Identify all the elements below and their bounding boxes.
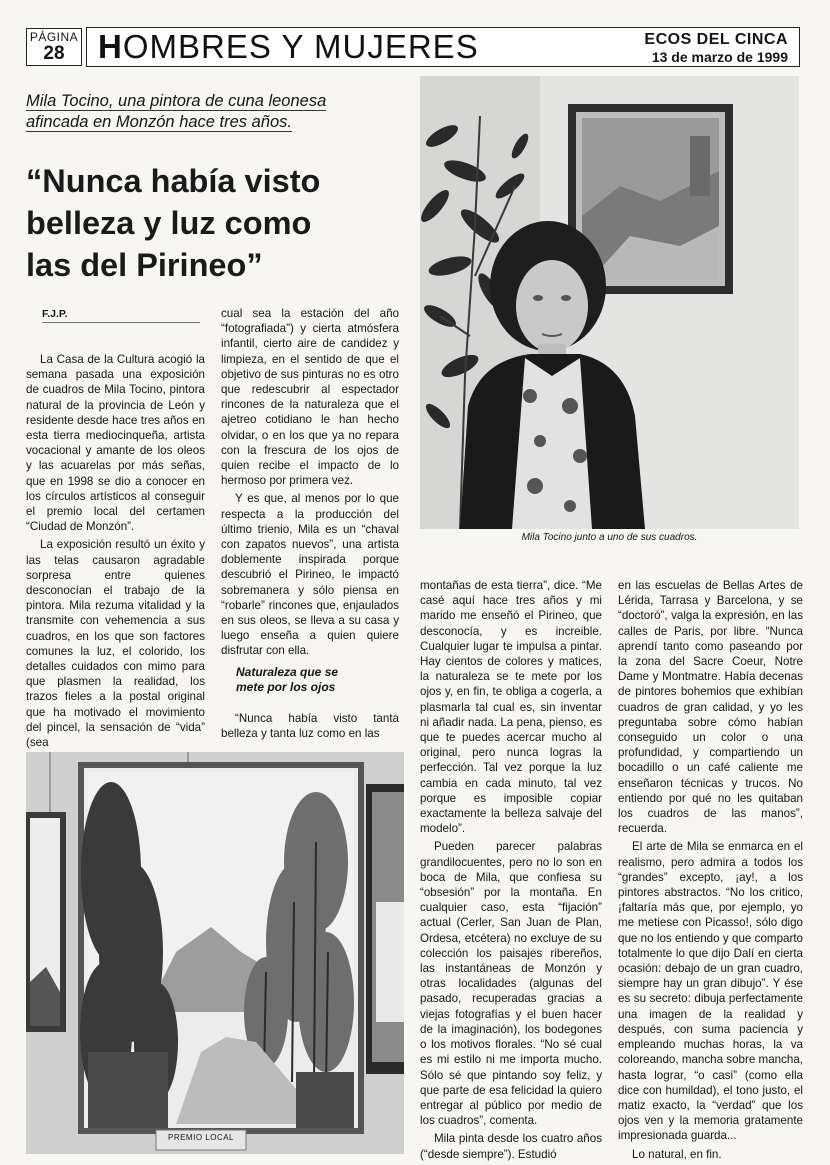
- headline-line-3: las del Pirineo”: [26, 247, 263, 283]
- painter-portrait-photo: [420, 76, 799, 529]
- paragraph: Pueden parecer palabras grandilocuentes, pero no lo son en boca de Mila, que confiesa su “obsesión” por la montaña. En cualquier caso, esta “fijación” actual (Cerler, San Juan de Plan, Ordesa, etcétera) no excluye de su colección los paisajes ribereños, las instantáneas de Monzón y otras localidades (algunas del pasado, recuperadas gracias a viejas fotografías y el buen hacer de la imaginación), los bodegones o los motivos florales. “No sé cual es mi estilo ni me importa mucho. Sólo sé que pintando soy feliz, y que parte de esa felicidad la quiero entregar al público por medio de los cuadros”, comenta.: [420, 840, 602, 1128]
- award-plaque-label: PREMIO LOCAL: [167, 1133, 234, 1142]
- article-headline: [26, 160, 406, 286]
- article-subheading: [236, 665, 386, 695]
- article-column-1: [26, 352, 205, 753]
- publication-name: ECOS DEL CINCA: [644, 31, 788, 48]
- paragraph: Lo natural, en fin.: [632, 1147, 722, 1161]
- paragraph: Mila pinta desde los cuatro años (“desde siempre”). Estudió: [420, 1132, 602, 1161]
- paragraph: Y es que, al menos por lo que respecta a la producción del último trienio, Mila es un “chaval con zapatos nuevos”, una artista doblemente inspirada porque descubrió el Pirineo, le impactó sobremanera y sólo piensa en “robarle” rincones que, enjaulados en sus oleos, se lleva a su casa y luego enseña a quien quiere disfrutar con ella.: [221, 492, 399, 658]
- photo-caption: Mila Tocino junto a uno de sus cuadros.: [521, 532, 698, 543]
- page-number-box: [26, 28, 82, 66]
- paragraph: La Casa de la Cultura acogió la semana pasada una exposición de cuadros de Mila Tocino, pintora natural de la provincia de León y residente desde hace tres años en esta tierra mediocinqueña, artista vocacional y amante de los oleos y las acuarelas por más señas, que en 1998 se dio a conocer en los círculos artísticos al conseguir el premio local del certamen “Ciudad de Monzón”.: [26, 353, 205, 534]
- paragraph: “Nunca había visto tanta belleza y tanta luz como en las: [221, 712, 399, 741]
- paragraph: montañas de esta tierra”, dice. “Me casé aquí hace tres años y mi marido me enseñó el Pirineo, que desconocía, y es increible. Cualquier lugar te impulsa a pintar. Hay cientos de colores y matices, la naturaleza se te mete por los ojos y, en fin, te obliga a cogerla, a plasmarla tal cual es, sin inventar ni añadir nada. La pena, pienso, es que te puedes acercar mucho al original, pero nunca logras la perfección. Tal vez porque la luz cambia en cada minuto, tal vez porque es imposible copiar exactamente la belleza salvaje del modelo”.: [420, 579, 602, 836]
- subheading-line-1: Naturaleza que se: [236, 665, 339, 679]
- kicker-line-1: Mila Tocino, una pintora de cuna leonesa: [26, 92, 327, 110]
- paragraph: cual sea la estación del año “fotografiada”) y cierta atmósfera infantil, cierto aire de candidez y limpieza, en el sentido de que el objetivo de sus pinturas no es otro que redescubrir al espectador rincones de la naturaleza que el ajetreo cotidiano le han hecho olvidar, o en los que ya no repara con la frescura de los ojos de quien recibe el impacto de lo hermoso por primera vez.: [221, 307, 399, 488]
- headline-line-2: belleza y luz como: [26, 205, 312, 241]
- subheading-line-2: mete por los ojos: [236, 680, 336, 694]
- paragraph: en las escuelas de Bellas Artes de Lérida, Tarrasa y Barcelona, y se “doctoró”, valga la expresión, en las calles de Paris, por libre. “Nunca aprendí tanto como paseando por la zona del Sacre Coeur, Notre Dame y Montmatre. Había decenas de pintores bohemios que exhibían cuadros de gran calidad, y yo les preguntaba sobre cómo habían conseguido un color o una profundidad, y compartiendo un bocadillo o un café caliente me enseñaron técnicas y trucos. No entiendo por qué no les quitaban los cuadros de las manos”, recuerda.: [618, 579, 803, 836]
- page-number: 28: [43, 43, 65, 64]
- article-column-2-continued: [221, 711, 399, 744]
- byline: F.J.P.: [42, 308, 200, 323]
- article-kicker: [26, 91, 396, 133]
- paragraph: La exposición resultó un éxito y las telas causaron agradable sorpresa entre quienes desconocían el trabajo de la pintora. Mila rezuma vitalidad y la transmite con vehemencia a sus cuadros, en los que son factores comunes la luz, el colorido, los detalles cuidados con mimo para que plasmen la realidad, los trazos fieles a la postal original que ha motivado el movimiento del pincel, la sensación de “vida” (sea: [26, 538, 205, 750]
- headline-line-1: “Nunca había visto: [26, 163, 321, 199]
- page-label: PÁGINA: [29, 30, 79, 44]
- article-column-2: [221, 306, 399, 662]
- section-title-initial: H: [98, 28, 123, 65]
- landscape-photo-illustration: [26, 752, 404, 1154]
- section-title: [98, 30, 479, 64]
- section-title-rest: OMBRES Y MUJERES: [122, 28, 479, 65]
- article-column-4: [618, 578, 803, 1165]
- kicker-line-2: afincada en Monzón hace tres años.: [26, 113, 293, 131]
- article-column-3: [420, 578, 602, 1165]
- landscape-painting-photo: [26, 752, 404, 1154]
- paragraph: El arte de Mila se enmarca en el realismo, pero admira a todos los “grandes” excepto, ¡ay!, a los pintores abstractos. “No los critico, ¡faltaría más que, por ejemplo, yo me metiese con Picasso!, sólo digo que no los entiendo y que comparto totalmente lo que dijo Dalí en cierta ocasión: debajo de un gran cuadro, siempre hay un gran dibujo”. Y ése es su secreto: dibuja perfectamente una imagen de la realidad y después, con suma paciencia y empleando muchas horas, la va coloreando, mancha sobre mancha, hasta lograr, “o casi” (como ella dice con humildad), el tono justo, el matiz exacto, la “verdad” que los ojos ven y la memoria gratamente impresionada guarda...: [618, 840, 803, 1143]
- publication-date: 13 de marzo de 1999: [651, 49, 788, 65]
- portrait-photo-illustration: [420, 76, 799, 529]
